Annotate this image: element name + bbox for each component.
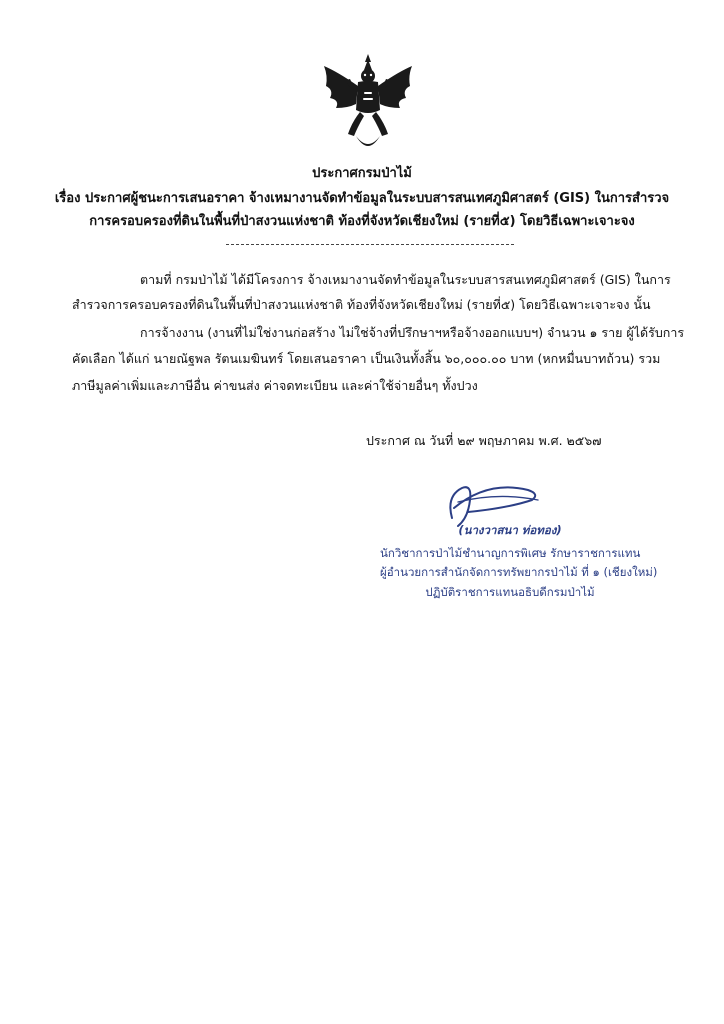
subject-line-2: การครอบครองที่ดินในพื้นที่ป่าสงวนแห่งชาติ ท้องที่จังหวัดเชียงใหม่ (รายที่๕) โดยวิธีเฉพาะเจาะจง xyxy=(89,214,635,229)
subject-line-1: เรื่อง ประกาศผู้ชนะการเสนอราคา จ้างเหมางานจัดทำข้อมูลในระบบสารสนเทศภูมิศาสตร์ (GIS) ในการสำรวจ xyxy=(54,191,670,206)
agency-heading: ประกาศกรมป่าไม้ xyxy=(312,166,412,181)
body-line-1: ตามที่ กรมป่าไม้ ได้มีโครงการ จ้างเหมางานจัดทำข้อมูลในระบบสารสนเทศภูมิศาสตร์ (GIS) ในการ xyxy=(140,272,671,287)
announcement-date: ประกาศ ณ วันที่ ๒๙ พฤษภาคม พ.ศ. ๒๕๖๗ xyxy=(366,433,602,448)
body-line-3: การจ้างงาน (งานที่ไม่ใช่งานก่อสร้าง ไม่ใช่จ้างที่ปรึกษาฯหรือจ้างออกแบบฯ) จำนวน ๑ ราย ผู้ได้รับการ xyxy=(140,325,685,340)
signatory-title-1: นักวิชาการป่าไม้ชำนาญการพิเศษ รักษาราชการแทน xyxy=(380,546,641,560)
signatory-title-2: ผู้อำนวยการสำนักจัดการทรัพยากรป่าไม้ ที่ ๑ (เชียงใหม่) xyxy=(380,565,658,579)
dashed-divider xyxy=(226,244,514,245)
signatory-title-3: ปฏิบัติราชการแทนอธิบดีกรมป่าไม้ xyxy=(425,585,595,599)
body-line-4: คัดเลือก ได้แก่ นายณัฐพล รัตนเมฆินทร์ โดยเสนอราคา เป็นเงินทั้งสิ้น ๖๐,๐๐๐.๐๐ บาท (หกหมื่นบาทถ้วน) รวม xyxy=(72,351,661,366)
body-line-2: สำรวจการครอบครองที่ดินในพื้นที่ป่าสงวนแห่งชาติ ท้องที่จังหวัดเชียงใหม่ (รายที่๕) โดยวิธีเฉพาะเจาะจง นั้น xyxy=(72,297,651,312)
signatory-name: (นางวาสนา ท่อทอง) xyxy=(458,523,562,537)
garuda-emblem-icon xyxy=(318,52,418,152)
body-line-5: ภาษีมูลค่าเพิ่มและภาษีอื่น ค่าขนส่ง ค่าจดทะเบียน และค่าใช้จ่ายอื่นๆ ทั้งปวง xyxy=(72,378,478,393)
